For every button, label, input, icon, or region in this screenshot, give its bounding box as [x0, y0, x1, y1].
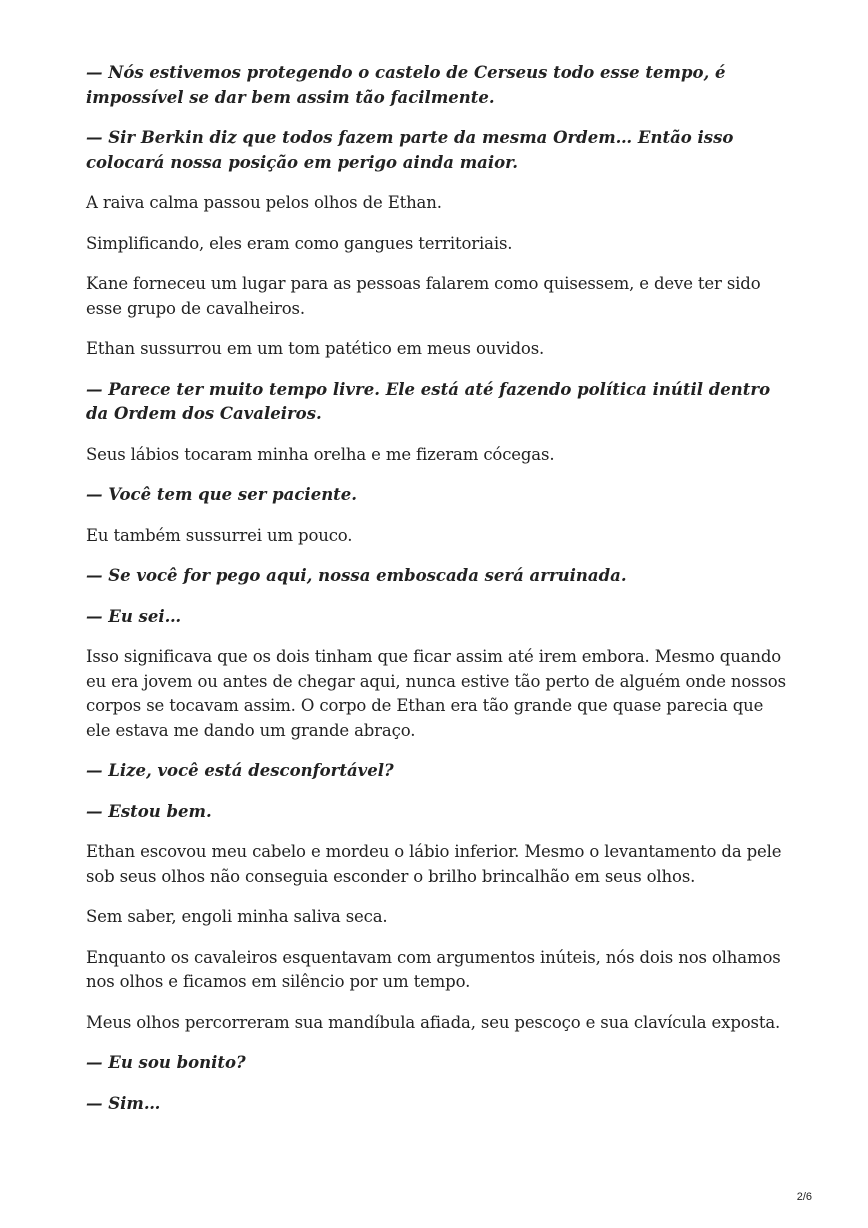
narration-paragraph: Meus olhos percorreram sua mandíbula afiada, seu pescoço e sua clavícula exposta. — [86, 1012, 781, 1032]
dialogue-paragraph: — Parece ter muito tempo livre. Ele está até fazendo política inútil dentro da Ordem dos Cavaleiros. — [86, 379, 771, 423]
narration-paragraph: Kane forneceu um lugar para as pessoas falarem como quisessem, e deve ter sido esse grupo de cavalheiros. — [86, 274, 761, 318]
dialogue-paragraph: — Sim… — [86, 1093, 161, 1113]
narration-paragraph: A raiva calma passou pelos olhos de Ethan. — [86, 193, 442, 212]
narration-paragraph: Ethan escovou meu cabelo e mordeu o lábio inferior. Mesmo o levantamento da pele sob seus olhos não conseguia esconder o brilho brincalhão em seus olhos. — [86, 842, 782, 886]
dialogue-paragraph: — Eu sei… — [86, 606, 182, 626]
narration-paragraph: Isso significava que os dois tinham que ficar assim até irem embora. Mesmo quando eu era jovem ou antes de chegar aqui, nunca estive tão perto de alguém onde nossos corpos se tocavam assim. O corpo de Ethan era tão grande que quase parecia que ele estava me dando um grande abraço. — [86, 647, 786, 740]
dialogue-paragraph: — Eu sou bonito? — [86, 1053, 246, 1072]
dialogue-paragraph: — Se você for pego aqui, nossa emboscada será arruinada. — [86, 566, 627, 585]
page-number: 2/6 — [796, 1191, 812, 1203]
document-body — [86, 61, 786, 1132]
dialogue-paragraph: — Estou bem. — [86, 801, 212, 821]
dialogue-paragraph: — Lize, você está desconfortável? — [86, 761, 394, 780]
narration-paragraph: Seus lábios tocaram minha orelha e me fizeram cócegas. — [86, 444, 555, 464]
narration-paragraph: Enquanto os cavaleiros esquentavam com argumentos inúteis, nós dois nos olhamos nos olhos e ficamos em silêncio por um tempo. — [86, 947, 781, 991]
dialogue-paragraph: — Nós estivemos protegendo o castelo de Cerseus todo esse tempo, é impossível se dar bem assim tão facilmente. — [86, 63, 726, 107]
narration-paragraph: Eu também sussurrei um pouco. — [86, 525, 353, 545]
dialogue-paragraph: — Você tem que ser paciente. — [86, 485, 358, 504]
narration-paragraph: Sem saber, engoli minha saliva seca. — [86, 907, 388, 926]
narration-paragraph: Simplificando, eles eram como gangues territoriais. — [86, 233, 513, 253]
narration-paragraph: Ethan sussurrou em um tom patético em meus ouvidos. — [86, 339, 545, 358]
dialogue-paragraph: — Sir Berkin diz que todos fazem parte da mesma Ordem… Então isso colocará nossa posição em perigo ainda maior. — [86, 128, 734, 172]
